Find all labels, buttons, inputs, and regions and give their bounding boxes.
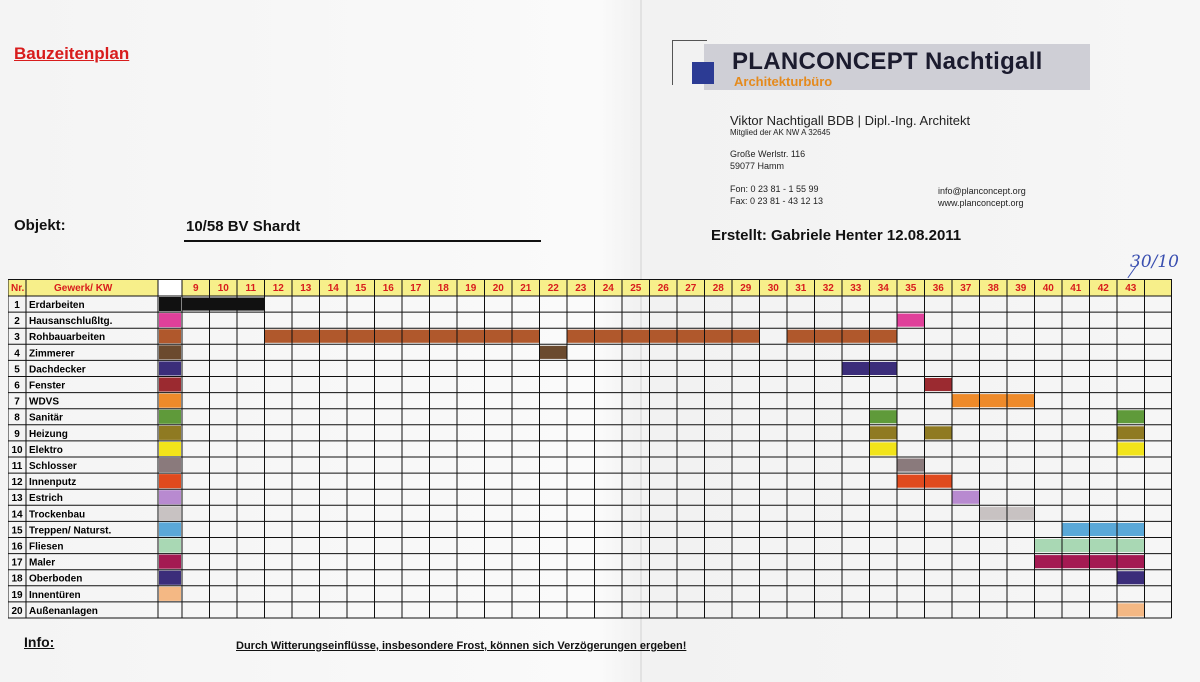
week-label-34: 34: [877, 283, 889, 294]
trade-color-swatch-9: [159, 426, 181, 440]
week-label-18: 18: [437, 283, 449, 294]
bar-row3-kw29: [732, 330, 760, 343]
bar-row18-kw43: [1117, 571, 1145, 584]
week-label-39: 39: [1015, 283, 1027, 294]
bar-row8-kw34: [870, 410, 898, 423]
bar-row1-kw9: [182, 298, 210, 311]
bar-row5-kw34: [870, 362, 898, 375]
week-label-13: 13: [300, 283, 312, 294]
trade-nr-8: 8: [14, 412, 20, 424]
week-label-28: 28: [712, 283, 724, 294]
trade-name-5: Dachdecker: [29, 364, 86, 376]
week-label-23: 23: [575, 283, 587, 294]
bar-row14-kw38: [980, 507, 1008, 520]
bar-row3-kw14: [320, 330, 348, 343]
trade-color-swatch-3: [159, 329, 181, 343]
week-label-30: 30: [767, 283, 779, 294]
trade-nr-1: 1: [14, 300, 20, 311]
bar-row20-kw43: [1117, 603, 1145, 616]
trade-nr-20: 20: [11, 605, 23, 617]
trade-nr-19: 19: [11, 589, 23, 601]
bar-row3-kw13: [292, 330, 320, 343]
bar-row9-kw34: [870, 426, 898, 439]
week-label-22: 22: [547, 283, 559, 294]
week-label-9: 9: [192, 283, 199, 294]
bar-row13-kw37: [952, 491, 980, 504]
bar-row3-kw15: [347, 330, 375, 343]
trade-color-swatch-5: [159, 361, 181, 375]
trade-nr-9: 9: [14, 428, 20, 440]
week-label-36: 36: [932, 283, 944, 294]
trade-nr-6: 6: [14, 380, 20, 392]
week-label-10: 10: [217, 283, 229, 294]
trade-name-13: Estrich: [29, 493, 63, 505]
trade-name-1: Erdarbeiten: [29, 300, 85, 311]
bar-row16-kw42: [1090, 539, 1118, 552]
company-web: www.planconcept.org: [938, 198, 1024, 208]
trade-nr-5: 5: [14, 364, 20, 376]
week-label-12: 12: [272, 283, 284, 294]
bar-row17-kw43: [1117, 555, 1145, 568]
week-label-31: 31: [795, 283, 807, 294]
trade-name-8: Sanitär: [29, 412, 63, 424]
bar-row9-kw36: [925, 426, 953, 439]
bar-row3-kw28: [705, 330, 733, 343]
week-label-11: 11: [245, 283, 257, 294]
week-label-26: 26: [657, 283, 669, 294]
trade-nr-18: 18: [11, 573, 23, 585]
bar-row3-kw32: [815, 330, 843, 343]
bar-row8-kw43: [1117, 410, 1145, 423]
week-label-42: 42: [1097, 283, 1109, 294]
bar-row15-kw41: [1062, 523, 1090, 536]
bar-row17-kw41: [1062, 555, 1090, 568]
week-label-17: 17: [410, 283, 422, 294]
week-label-16: 16: [382, 283, 394, 294]
bar-row12-kw35: [897, 475, 925, 488]
bar-row15-kw42: [1090, 523, 1118, 536]
trade-nr-10: 10: [11, 444, 23, 456]
bar-row3-kw20: [485, 330, 513, 343]
week-label-41: 41: [1070, 283, 1082, 294]
trade-nr-14: 14: [11, 509, 23, 521]
bar-row16-kw41: [1062, 539, 1090, 552]
week-label-33: 33: [850, 283, 862, 294]
trade-name-10: Elektro: [29, 444, 63, 456]
trade-name-9: Heizung: [29, 428, 68, 440]
schedule-table: [8, 279, 1174, 629]
trade-nr-12: 12: [11, 477, 23, 489]
info-label: Info:: [24, 634, 55, 650]
week-label-43: 43: [1125, 283, 1137, 294]
bar-row9-kw43: [1117, 426, 1145, 439]
bar-row3-kw17: [402, 330, 430, 343]
logo-blue-square: [692, 62, 714, 84]
bar-row7-kw39: [1007, 394, 1035, 407]
bar-row3-kw33: [842, 330, 870, 343]
bar-row1-kw10: [210, 298, 238, 311]
trade-color-swatch-4: [159, 345, 181, 359]
company-logo: [672, 40, 1090, 92]
trade-nr-2: 2: [14, 316, 20, 328]
bar-row1-kw11: [237, 298, 265, 311]
bar-row5-kw33: [842, 362, 870, 375]
bar-row3-kw31: [787, 330, 815, 343]
bar-row3-kw24: [595, 330, 623, 343]
trade-color-swatch-10: [159, 442, 181, 456]
week-label-40: 40: [1042, 283, 1054, 294]
week-label-32: 32: [822, 283, 834, 294]
handwritten-note: 30/10: [1130, 252, 1179, 272]
trade-name-15: Treppen/ Naturst.: [29, 525, 112, 537]
bar-row10-kw43: [1117, 442, 1145, 455]
bar-row3-kw16: [375, 330, 403, 343]
trade-name-16: Fliesen: [29, 541, 64, 553]
bar-row12-kw36: [925, 475, 953, 488]
header-color-cell: [158, 279, 182, 296]
bar-row17-kw42: [1090, 555, 1118, 568]
trade-nr-7: 7: [14, 396, 20, 408]
header-gewerk: Gewerk/ KW: [54, 283, 113, 294]
trade-color-swatch-14: [159, 506, 181, 520]
objekt-underline: [184, 240, 541, 242]
company-membership: Mitglied der AK NW A 32645: [730, 128, 831, 137]
company-street: Große Werlstr. 116: [730, 149, 806, 159]
bar-row17-kw40: [1035, 555, 1063, 568]
trade-nr-4: 4: [14, 348, 20, 360]
week-label-37: 37: [960, 283, 972, 294]
trade-nr-17: 17: [11, 557, 23, 569]
week-label-29: 29: [740, 283, 752, 294]
company-name: PLANCONCEPT Nachtigall: [732, 48, 1043, 75]
trade-name-14: Trockenbau: [29, 509, 86, 521]
trade-color-swatch-6: [159, 378, 181, 392]
bar-row7-kw37: [952, 394, 980, 407]
bar-row3-kw12: [265, 330, 293, 343]
trade-name-2: Hausanschlußltg.: [29, 316, 113, 328]
trade-color-swatch-13: [159, 490, 181, 504]
bar-row3-kw19: [457, 330, 485, 343]
bar-row7-kw38: [980, 394, 1008, 407]
trade-color-swatch-1: [159, 297, 181, 311]
week-label-38: 38: [987, 283, 999, 294]
trade-name-17: Maler: [29, 557, 56, 569]
bar-row6-kw36: [925, 378, 953, 391]
week-label-15: 15: [355, 283, 367, 294]
bar-row3-kw23: [567, 330, 595, 343]
bar-row15-kw43: [1117, 523, 1145, 536]
trade-nr-16: 16: [11, 541, 23, 553]
trade-nr-11: 11: [11, 461, 23, 472]
trade-name-7: WDVS: [29, 396, 59, 408]
bar-row3-kw34: [870, 330, 898, 343]
trade-nr-3: 3: [14, 332, 20, 344]
trade-color-swatch-15: [159, 522, 181, 536]
company-person: Viktor Nachtigall BDB | Dipl.-Ing. Architekt: [730, 113, 971, 128]
trade-color-swatch-17: [159, 555, 181, 569]
trade-name-4: Zimmerer: [29, 348, 75, 360]
trade-name-11: Schlosser: [29, 461, 77, 472]
trade-color-swatch-18: [159, 571, 181, 585]
trade-color-swatch-11: [159, 458, 181, 472]
trade-name-3: Rohbauarbeiten: [29, 332, 106, 344]
trade-color-swatch-19: [159, 587, 181, 601]
trade-name-12: Innenputz: [29, 477, 77, 489]
company-city: 59077 Hamm: [730, 161, 785, 171]
bar-row16-kw40: [1035, 539, 1063, 552]
objekt-value: 10/58 BV Shardt: [186, 218, 301, 235]
bar-row14-kw39: [1007, 507, 1035, 520]
bar-row3-kw26: [650, 330, 678, 343]
week-label-35: 35: [905, 283, 917, 294]
trade-color-swatch-8: [159, 410, 181, 424]
week-label-20: 20: [492, 283, 504, 294]
info-text: Durch Witterungseinflüsse, insbesondere Frost, können sich Verzögerungen ergeben!: [236, 640, 687, 652]
header-nr: Nr.: [11, 283, 25, 294]
company-fax: Fax: 0 23 81 - 43 12 13: [730, 196, 824, 206]
bar-row3-kw18: [430, 330, 458, 343]
week-label-25: 25: [630, 283, 642, 294]
bar-row4-kw22: [540, 346, 568, 359]
bar-row3-kw27: [677, 330, 705, 343]
week-label-27: 27: [685, 283, 697, 294]
trade-name-6: Fenster: [29, 380, 66, 392]
week-label-21: 21: [520, 283, 532, 294]
week-label-24: 24: [602, 283, 614, 294]
bar-row2-kw35: [897, 314, 925, 327]
week-label-19: 19: [465, 283, 477, 294]
bar-row10-kw34: [870, 442, 898, 455]
company-subtitle: Architekturbüro: [734, 74, 833, 89]
bar-row11-kw35: [897, 459, 925, 472]
trade-name-19: Innentüren: [29, 589, 81, 601]
trade-color-swatch-12: [159, 474, 181, 488]
trade-nr-15: 15: [11, 525, 23, 537]
trade-color-swatch-16: [159, 539, 181, 553]
bar-row3-kw21: [512, 330, 540, 343]
created-by: Erstellt: Gabriele Henter 12.08.2011: [711, 227, 962, 244]
week-label-14: 14: [327, 283, 339, 294]
trade-name-18: Oberboden: [29, 573, 83, 585]
objekt-label: Objekt:: [14, 217, 66, 234]
trade-color-swatch-7: [159, 394, 181, 408]
company-email: info@planconcept.org: [938, 186, 1026, 196]
trade-color-swatch-2: [159, 313, 181, 327]
bar-row3-kw25: [622, 330, 650, 343]
trade-nr-13: 13: [11, 493, 23, 505]
company-fon: Fon: 0 23 81 - 1 55 99: [730, 184, 819, 194]
bar-row16-kw43: [1117, 539, 1145, 552]
trade-name-20: Außenanlagen: [29, 605, 98, 617]
document-title: Bauzeitenplan: [14, 44, 130, 63]
